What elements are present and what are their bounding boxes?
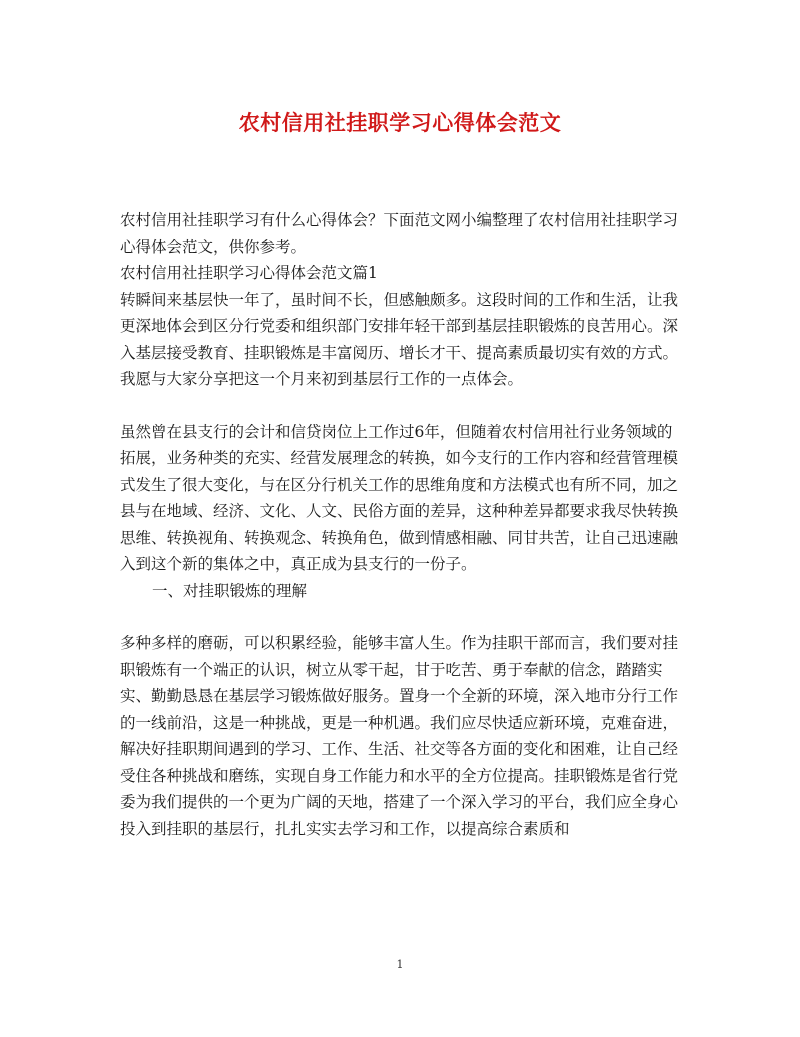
document-title: 农村信用社挂职学习心得体会范文 xyxy=(238,110,562,135)
paragraph-2: 虽然曾在县支行的会计和信贷岗位上工作过6年，但随着农村信用社行业务领域的拓展，业务种类的充实、经营发展理念的转换，如今支行的工作内容和经营管理模式发生了很大变化，与在区分行机关工作的思维角度和方法模式也有所不同，加之县与在地域、经济、文化、人文、民俗方面的差异，这种种差异都要求我尽快转换思维、转换视角、转换观念、转换角色，做到情感相融、同甘共苦，让自己迅速融入到这个新的集体之中，真正成为县支行的一份子。 xyxy=(120,422,679,573)
section-1-heading: 一、对挂职锻炼的理解 xyxy=(152,581,308,600)
paragraph-1: 转瞬间来基层快一年了，虽时间不长，但感触颇多。这段时间的工作和生活，让我更深地体会到区分行党委和组织部门安排年轻干部到基层挂职锻炼的良苦用心。深入基层接受教育、挂职锻炼是丰富阅历、增长才干、提高素质最切实有效的方式。我愿与大家分享把这一个月来初到基层行工作的一点体会。 xyxy=(120,290,679,388)
document-body xyxy=(120,207,685,842)
intro-paragraph: 农村信用社挂职学习有什么心得体会？下面范文网小编整理了农村信用社挂职学习心得体会范文，供你参考。 xyxy=(120,211,679,256)
article-heading: 农村信用社挂职学习心得体会范文篇1 xyxy=(120,264,378,282)
paragraph-3: 多种多样的磨砺，可以积累经验，能够丰富人生。作为挂职干部而言，我们要对挂职锻炼有一个端正的认识，树立从零干起，甘于吃苦、勇于奉献的信念，踏踏实实、勤勤恳恳在基层学习锻炼做好服务。置身一个全新的环境，深入地市分行工作的一线前沿，这是一种挑战，更是一种机遇。我们应尽快适应新环境，克难奋进，解决好挂职期间遇到的学习、工作、生活、社交等各方面的变化和困难，让自己经受住各种挑战和磨练，实现自身工作能力和水平的全方位提高。挂职锻炼是省行党委为我们提供的一个更为广阔的天地，搭建了一个深入学习的平台，我们应全身心投入到挂职的基层行，扎扎实实去学习和工作，以提高综合素质和 xyxy=(120,634,679,838)
page-number: 1 xyxy=(396,958,404,971)
